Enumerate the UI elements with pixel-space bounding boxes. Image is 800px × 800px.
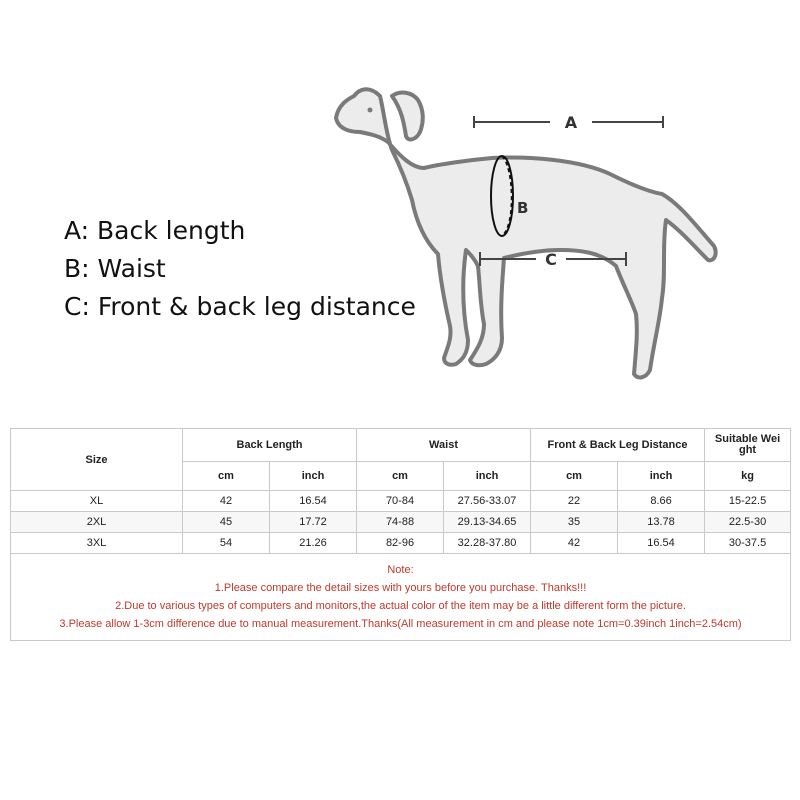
cell: 17.72 — [270, 512, 357, 533]
table-row — [11, 512, 791, 533]
label-b: B — [517, 199, 529, 217]
sub-cm: cm — [357, 462, 444, 491]
sub-kg: kg — [705, 462, 791, 491]
cell: 16.54 — [270, 491, 357, 512]
size-chart-table — [10, 428, 791, 641]
notes-cell — [11, 554, 791, 641]
header-waist: Waist — [357, 429, 531, 462]
cell: 35 — [531, 512, 618, 533]
cell-size: 2XL — [11, 512, 183, 533]
note-title: Note: — [387, 564, 414, 576]
sub-inch: inch — [618, 462, 705, 491]
cell: 21.26 — [270, 533, 357, 554]
cell: 42 — [183, 491, 270, 512]
legend-leg-distance: C: Front & back leg distance — [64, 292, 416, 321]
cell: 82-96 — [357, 533, 444, 554]
cell: 30-37.5 — [705, 533, 791, 554]
cell: 45 — [183, 512, 270, 533]
header-suitable-weight: Suitable Wei ght — [705, 429, 791, 462]
cell: 27.56-33.07 — [444, 491, 531, 512]
cell-size: XL — [11, 491, 183, 512]
notes-row — [11, 554, 791, 641]
header-leg-distance: Front & Back Leg Distance — [531, 429, 705, 462]
cell: 16.54 — [618, 533, 705, 554]
cell: 42 — [531, 533, 618, 554]
table-header-row — [11, 429, 791, 462]
cell: 74-88 — [357, 512, 444, 533]
legend-waist: B: Waist — [64, 254, 166, 283]
dog-diagram — [320, 70, 740, 390]
note-2: 2.Due to various types of computers and monitors,the actual color of the item may be a little different form the picture. — [115, 600, 686, 612]
label-a: A — [564, 113, 578, 132]
cell: 15-22.5 — [705, 491, 791, 512]
table-row — [11, 533, 791, 554]
cell: 22 — [531, 491, 618, 512]
sub-cm: cm — [531, 462, 618, 491]
cell-size: 3XL — [11, 533, 183, 554]
cell: 54 — [183, 533, 270, 554]
dog-silhouette — [336, 89, 716, 377]
sub-inch: inch — [270, 462, 357, 491]
note-1: 1.Please compare the detail sizes with yours before you purchase. Thanks!!! — [214, 582, 587, 594]
note-3: 3.Please allow 1-3cm difference due to manual measurement.Thanks(All measurement in cm and please note 1cm=0.39inch 1inch=2.54cm) — [59, 618, 742, 630]
cell: 70-84 — [357, 491, 444, 512]
label-c: C — [545, 250, 557, 269]
sub-cm: cm — [183, 462, 270, 491]
cell: 22.5-30 — [705, 512, 791, 533]
sub-inch: inch — [444, 462, 531, 491]
header-back-length: Back Length — [183, 429, 357, 462]
cell: 13.78 — [618, 512, 705, 533]
header-size: Size — [11, 429, 183, 491]
cell: 29.13-34.65 — [444, 512, 531, 533]
cell: 32.28-37.80 — [444, 533, 531, 554]
legend-back-length: A: Back length — [64, 216, 246, 245]
dog-eye — [368, 108, 373, 113]
table-row — [11, 491, 791, 512]
cell: 8.66 — [618, 491, 705, 512]
